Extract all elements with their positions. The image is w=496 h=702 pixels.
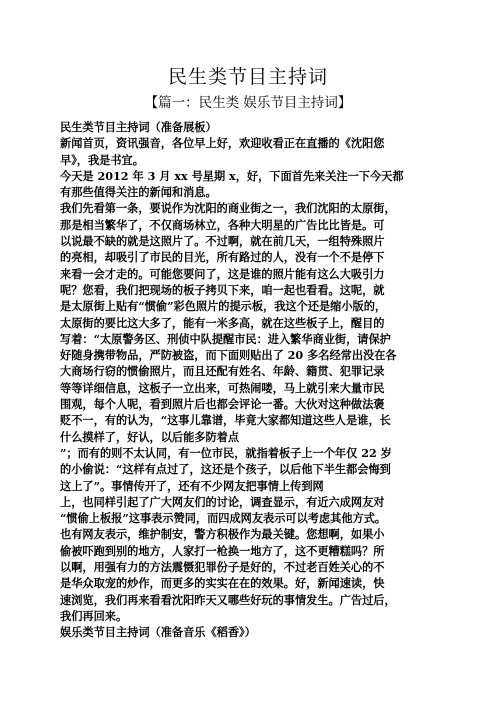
- text-line: 呢？您看，我们把现场的板子拷贝下来，咱一起也看看。这呢，就: [60, 282, 385, 297]
- text-line: 什么摸样了，好认，以后能多防着点: [60, 429, 240, 444]
- text-line: 的亮相，却吸引了市民的目光，所有路过的人，没有一个不是停下: [60, 250, 385, 265]
- text-line: 来看一会才走的。可能您要问了，这是谁的照片能有这么大吸引力: [60, 266, 385, 281]
- text-line: 以说最不缺的就是这照片了。不过啊，就在前几天，一组特殊照片: [60, 234, 385, 249]
- text-line: 速浏览，我们再来看看沈阳昨天又哪些好玩的事情发生。广告过后，: [60, 592, 396, 607]
- text-line: 贬不一，有的认为，“这事儿靠谱，毕竟大家都知道这些人是谁，长: [60, 413, 391, 428]
- text-line: 是太原街上贴有“惯偷”彩色照片的提示板，我这个还是缩小版的，: [60, 299, 387, 314]
- text-line: 我们先看第一条，要说作为沈阳的商业街之一，我们沈阳的太原街，: [60, 201, 396, 216]
- text-line: 那是相当繁华了，不仅商场林立，各种大明星的广告比比皆是。可: [60, 217, 385, 232]
- text-line: 好随身携带物品，严防被盗，而下面则贴出了 20 多名经常出没在各: [60, 348, 397, 363]
- text-line: 写着：“太原警务区、刑侦中队提醒市民：进入繁华商业街，请保护: [60, 331, 391, 346]
- text-line: 新闻首页，资讯强音，各位早上好，欢迎收看正在直播的《沈阳您: [60, 136, 385, 151]
- text-line: 的小偷说：“这样有点过了，这还是个孩子，以后他下半生都会悔到: [60, 462, 391, 477]
- document-body: [60, 119, 438, 641]
- text-line: ”；而有的则不太认同，有一位市民，就指着板子上一个年仅 22 岁: [60, 445, 392, 460]
- text-line: 偷被吓跑到别的地方，人家打一枪换一地方了，这不更糟糕吗？所: [60, 543, 385, 558]
- text-line: 是华众取宠的炒作，而更多的实实在在的效果。好，新闻速读，快: [60, 576, 385, 591]
- document-title: 民生类节目主持词: [167, 66, 328, 88]
- text-line: 以啊，用强有力的方法震慑犯罪份子是好的，不过老百姓关心的不: [60, 560, 385, 575]
- text-line: 大商场行窃的惯偷照片，而且还配有姓名、年龄、籍贯、犯罪记录: [60, 364, 385, 379]
- text-line: 太原街的要比这大多了，能有一米多高，就在这些板子上，醒目的: [60, 315, 385, 330]
- text-line: 民生类节目主持词（准备展板）: [60, 120, 217, 134]
- text-line: 有那些值得关注的新闻和消息。: [60, 185, 217, 200]
- text-line: 我们再回来。: [60, 608, 128, 623]
- document-subtitle: 【篇一：民生类 娱乐节目主持词】: [144, 95, 352, 111]
- text-line: 等等详细信息，这板子一立出来，可热闹喽，马上就引来大量市民: [60, 380, 385, 395]
- text-line: 早》，我是书宜。: [60, 152, 144, 167]
- text-line: 这上了”。事情传开了，还有不少网友把事情上传到网: [60, 478, 324, 493]
- text-line: 上，也同样引起了广大网友们的讨论，调查显示，有近六成网友对: [60, 494, 385, 509]
- text-line: 也有网友表示，维护制安，警方积极作为最关键。您想啊，如果小: [60, 527, 385, 542]
- text-line: 娱乐类节目主持词（准备音乐《稻香》）: [60, 625, 256, 640]
- text-line: 今天是 2012 年 3 月 xx 号星期 x，好，下面首先来关注一下今天都: [60, 168, 404, 183]
- text-line: “惯偷上板报”这事表示赞同，而四成网友表示可以考虑其他方式。: [60, 511, 387, 526]
- text-line: 围观，每个人呢，看到照片后也都会评论一番。大伙对这种做法褒: [60, 397, 385, 412]
